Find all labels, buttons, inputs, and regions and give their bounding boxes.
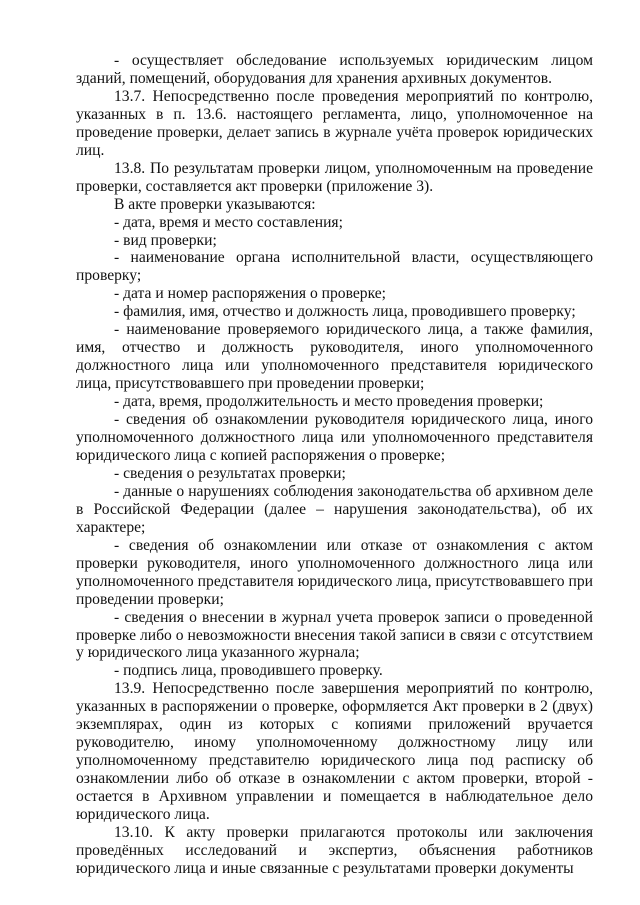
paragraph-13-9: 13.9. Непосредственно после завершения мероприятий по контролю, указанных в распоряжении о проверке, оформляется Акт проверки в 2 (двух) экземплярах, один из которых с копиями приложений вручается руководителю, иному уполномоченному должностному лицу или уполномоченному представителю юридического лица под расписку об ознакомлении либо об отказе в ознакомлении с актом проверки, второй - остается в Архивном управлении и помещается в наблюдательное дело юридического лица.: [76, 680, 593, 824]
paragraph-13-8: 13.8. По результатам проверки лицом, уполномоченным на проведение проверки, составляется акт проверки (приложение 3).: [76, 159, 593, 195]
list-item-duration-place: - дата, время, продолжительность и место проведения проверки;: [114, 393, 544, 411]
paragraph-13-10: 13.10. К акту проверки прилагаются протоколы или заключения проведённых исследований и экспертиз, объяснения работников юридического лица и иные связанные с результатами проверки документы: [76, 823, 593, 877]
list-item-signature: - подпись лица, проводившего проверку.: [114, 662, 383, 680]
list-item-act-acquaintance: - сведения об ознакомлении или отказе от ознакомления с актом проверки руководителя, иного уполномоченного должностного лица или уполномоченного представителя юридического лица, присутствовавшего при проведении проверки;: [76, 536, 593, 608]
document-page: [76, 52, 593, 878]
paragraph-inspection-buildings: - осуществляет обследование используемых юридическим лицом зданий, помещений, оборудования для хранения архивных документов.: [76, 52, 593, 87]
paragraph-act-contents-intro: В акте проверки указываются:: [114, 195, 316, 213]
list-item-legal-entity: - наименование проверяемого юридического лица, а также фамилия, имя, отчество и должность руководителя, иного уполномоченного должностного лица или уполномоченного представителя юридического лица, присутствовавшего при проведении проверки;: [76, 321, 593, 393]
list-item-order-number: - дата и номер распоряжения о проверке;: [114, 285, 387, 303]
list-item-violations: - данные о нарушениях соблюдения законодательства об архивном деле в Российской Федерации (далее – нарушения законодательства), об их характере;: [76, 482, 593, 536]
list-item-results: - сведения о результатах проверки;: [114, 464, 346, 482]
list-item-date-place: - дата, время и место составления;: [114, 213, 343, 231]
list-item-order-acquaintance: - сведения об ознакомлении руководителя юридического лица, иного уполномоченного должностного лица или уполномоченного представителя юридического лица с копией распоряжения о проверке;: [76, 411, 593, 464]
list-item-authority-name: - наименование органа исполнительной власти, осуществляющего проверку;: [76, 249, 593, 285]
paragraph-13-7: 13.7. Непосредственно после проведения мероприятий по контролю, указанных в п. 13.6. настоящего регламента, лицо, уполномоченное на проведение проверки, делает запись в журнале учёта проверок юридических лиц.: [76, 87, 593, 159]
list-item-inspection-type: - вид проверки;: [114, 231, 217, 249]
list-item-inspector-name: - фамилия, имя, отчество и должность лица, проводившего проверку;: [114, 303, 576, 321]
list-item-journal-entry: - сведения о внесении в журнал учета проверок записи о проведенной проверке либо о невозможности внесения такой записи в связи с отсутствием у юридического лица указанного журнала;: [76, 608, 593, 662]
